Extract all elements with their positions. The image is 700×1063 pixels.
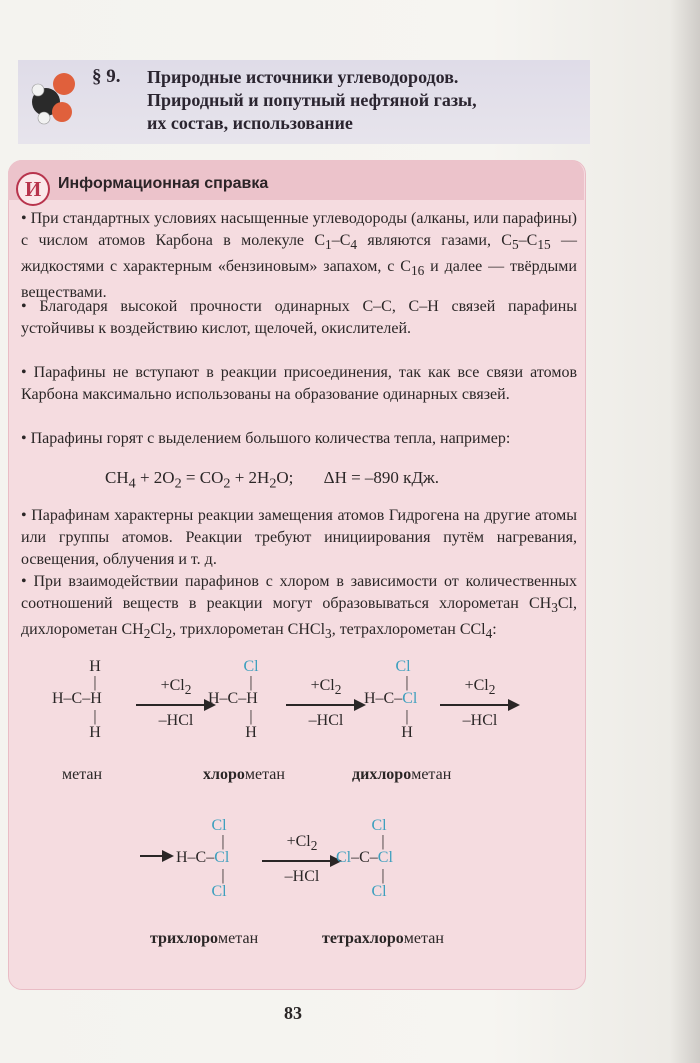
dichloromethane-structure: Cl | H–C–Cl | H bbox=[364, 658, 418, 741]
section-title-line: Природные источники углеводородов. bbox=[147, 67, 459, 87]
equation-enthalpy: ΔH = –890 кДж. bbox=[323, 468, 440, 487]
paragraph: • Парафины не вступают в реакции присоединения, так как все связи атомов Карбона максимально использованы на образование одинарных связей. bbox=[21, 364, 577, 403]
methane-center-row: H–C–H bbox=[52, 690, 102, 707]
reaction-arrow bbox=[262, 833, 342, 886]
equation-reaction: $CH_4 + 2O_2 = CO_2 + 2H_2O$; bbox=[105, 468, 294, 492]
reagent-bottom: –HCl bbox=[284, 868, 320, 886]
continuation-arrow-icon bbox=[140, 849, 174, 863]
page-binding-shadow bbox=[670, 0, 700, 1063]
molecule-logo-icon bbox=[24, 66, 84, 130]
page-number: 83 bbox=[284, 1003, 302, 1023]
name-methane: метан bbox=[62, 766, 103, 783]
reaction-arrow bbox=[440, 677, 520, 730]
reagent-top: $+Cl_2$ bbox=[464, 677, 496, 698]
trichloromethane-structure: Cl | H–C–Cl | Cl bbox=[176, 817, 230, 900]
atom-h: H bbox=[89, 658, 101, 675]
reagent-bottom: –HCl bbox=[462, 712, 498, 730]
chloromethane-structure: Cl | H–C–H | H bbox=[208, 658, 259, 741]
atom-h: H bbox=[401, 724, 413, 741]
paragraph: • Благодаря высокой прочности одинарных С–С, С–Н связей парафины устойчивы к воздействию кислот, щелочей, окислителей. bbox=[21, 298, 577, 337]
section-number: § 9. bbox=[92, 66, 121, 87]
atom-cl: Cl bbox=[371, 883, 387, 900]
reagent-bottom: –HCl bbox=[158, 712, 194, 730]
reaction-arrow bbox=[286, 677, 366, 730]
methane-structure: H | H–C–H | H bbox=[52, 658, 132, 743]
reagent-top: $+Cl_2$ bbox=[160, 677, 192, 698]
tetrachloromethane-structure: Cl | Cl–C–Cl | Cl bbox=[336, 817, 393, 900]
atom-cl: Cl bbox=[211, 883, 227, 900]
atom-cl: Cl bbox=[371, 817, 387, 834]
atom-cl: Cl bbox=[243, 658, 259, 675]
name-chloromethane: хлорометан bbox=[203, 766, 285, 783]
name-trichloromethane: трихлорометан bbox=[150, 930, 259, 947]
atom-h: H bbox=[89, 724, 101, 741]
combustion-equation bbox=[105, 468, 439, 492]
name-tetrachloromethane: тетрахлорометан bbox=[322, 930, 444, 947]
reaction-arrow bbox=[136, 677, 216, 730]
atom-cl: Cl bbox=[395, 658, 411, 675]
reagent-top: $+Cl_2$ bbox=[286, 833, 318, 854]
atom-cl: Cl bbox=[211, 817, 227, 834]
reagent-top: $+Cl_2$ bbox=[310, 677, 342, 698]
info-box-title: Информационная справка bbox=[58, 175, 269, 192]
paragraph: • При стандартных условиях насыщенные углеводороды (алканы, или парафины) с числом атомов Карбона в молекуле $С_1-С_4$ являются газами, $С_5-С_{15}$ — жидкостями с характерным «бензиновым» запахом, с $С_{16}$ и далее — твёрдыми веществами. bbox=[21, 210, 577, 302]
info-badge-icon: И bbox=[16, 172, 50, 206]
paragraph: • При взаимодействии парафинов с хлором в зависимости от количественных соотношений веществ в реакции могут образовываться хлорометан $CH_3Cl$, дихлорометан $CH_2Cl_2$, трихлорометан CHCl$_3$, тетрахлорометан CCl$_4$: bbox=[21, 573, 577, 642]
atom-h: H bbox=[245, 724, 257, 741]
section-title-line: их состав, использование bbox=[147, 113, 353, 133]
paragraph: • Парафинам характерны реакции замещения атомов Гидрогена на другие атомы или группы атомов. Реакции требуют инициирования путём нагревания, освещения, облучения и т. д. bbox=[21, 507, 577, 568]
section-title bbox=[147, 66, 577, 135]
reagent-bottom: –HCl bbox=[308, 712, 344, 730]
paragraph: • Парафины горят с выделением большого количества тепла, например: bbox=[21, 430, 511, 447]
name-dichloromethane: дихлорометан bbox=[352, 766, 452, 783]
section-title-line: Природный и попутный нефтяной газы, bbox=[147, 90, 477, 110]
